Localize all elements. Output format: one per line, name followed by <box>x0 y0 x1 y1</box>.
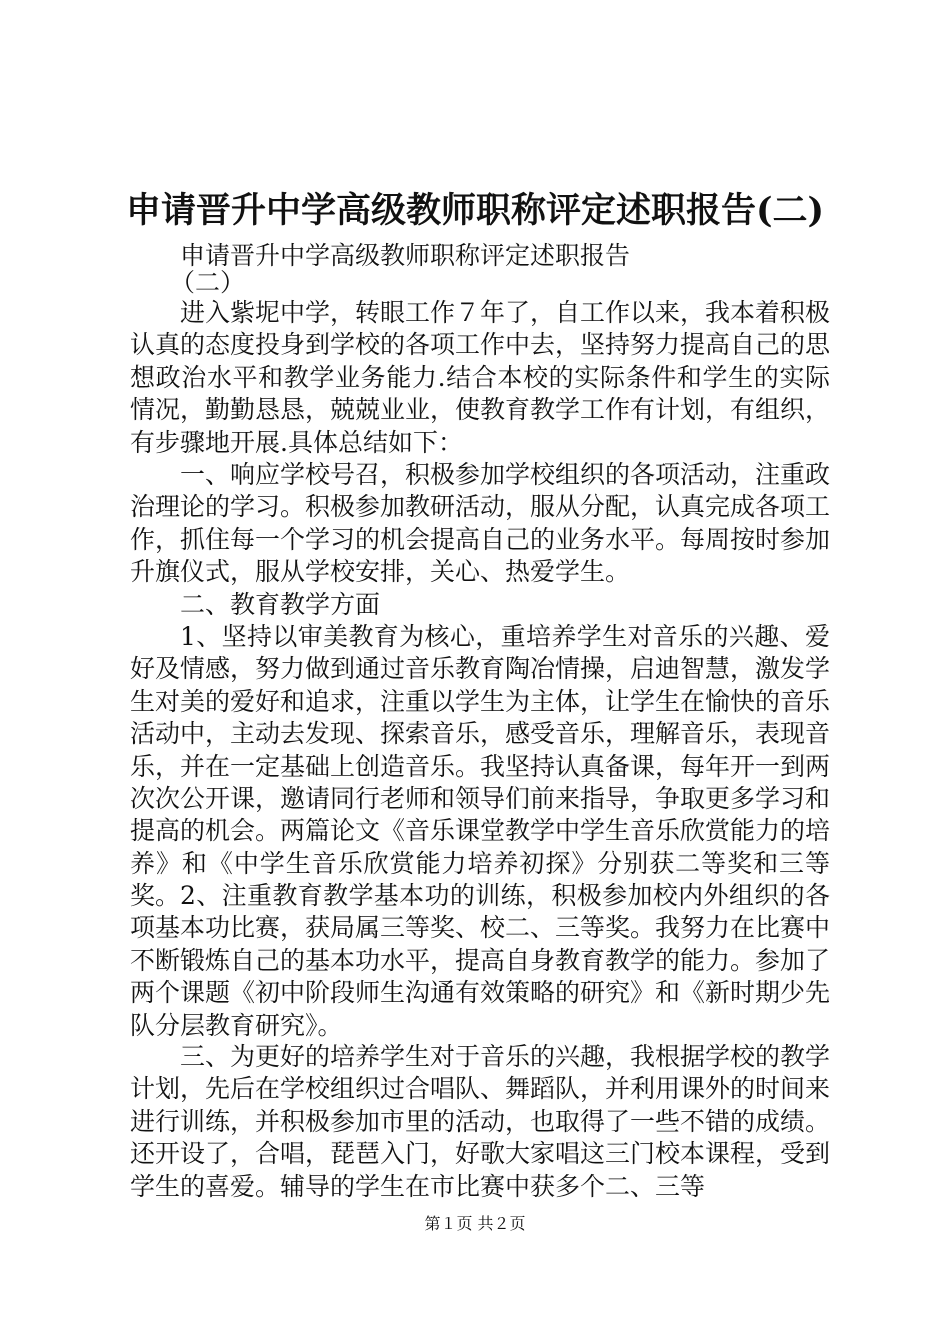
paragraph-section-1: 一、响应学校号召，积极参加学校组织的各项活动，注重政治理论的学习。积极参加教研活动，服从分配，认真完成各项工作，抓住每一个学习的机会提高自己的业务水平。每周按时参加升旗仪式，服从学校安排，关心、热爱学生。 <box>130 460 831 587</box>
subtitle-line-2: （二） <box>170 268 246 297</box>
page-footer: 第１页 共２页 <box>424 1214 526 1233</box>
paragraph-item-1: 1、坚持以审美教育为核心，重培养学生对音乐的兴趣、爱好及情感，努力做到通过音乐教育陶冶情操，启迪智慧，激发学生对美的爱好和追求，注重以学生为主体，让学生在愉快的音乐活动中，主动去发现、探索音乐，感受音乐，理解音乐，表现音乐，并在一定基础上创造音乐。我坚持认真备课，每年开一到两次次公开课，邀请同行老师和领导们前来指导，争取更多学习和提高的机会。两篇论文《音乐课堂教学中学生音乐欣赏能力的培养》和《中学生音乐欣赏能力培养初探》分别获二等奖和三等奖。 <box>130 622 831 911</box>
paragraph-intro: 进入紫坭中学，转眼工作７年了，自工作以来，我本着积极认真的态度投身到学校的各项工作中去，坚持努力提高自己的思想政治水平和教学业务能力.结合本校的实际条件和学生的实际情况，勤勤恳恳，兢兢业业，使教育教学工作有计划，有组织，有步骤地开展.具体总结如下： <box>130 298 831 457</box>
paragraph-section-3: 三、为更好的培养学生对于音乐的兴趣，我根据学校的教学计划，先后在学校组织过合唱队、舞蹈队，并利用课外的时间来进行训练，并积极参加市里的活动，也取得了一些不错的成绩。还开设了，合唱，琵琶入门，好歌大家唱这三门校本课程，受到学生的喜爱。辅导的学生在市比赛中获多个二、三等 <box>130 1042 831 1201</box>
subtitle-line: 申请晋升中学高级教师职称评定述职报告 <box>180 241 631 270</box>
paragraph-section-2-heading: 二、教育教学方面 <box>180 590 381 619</box>
paragraph-item-2: 2、注重教育教学基本功的训练，积极参加校内外组织的各项基本功比赛，获局属三等奖、校二、三等奖。我努力在比赛中不断锻炼自己的基本功水平，提高自身教育教学的能力。参加了两个课题《初中阶段师生沟通有效策略的研究》和《新时期少先队分层教育研究》。 <box>130 881 831 1040</box>
document-title: 申请晋升中学高级教师职称评定述职报告(二) <box>125 190 825 231</box>
